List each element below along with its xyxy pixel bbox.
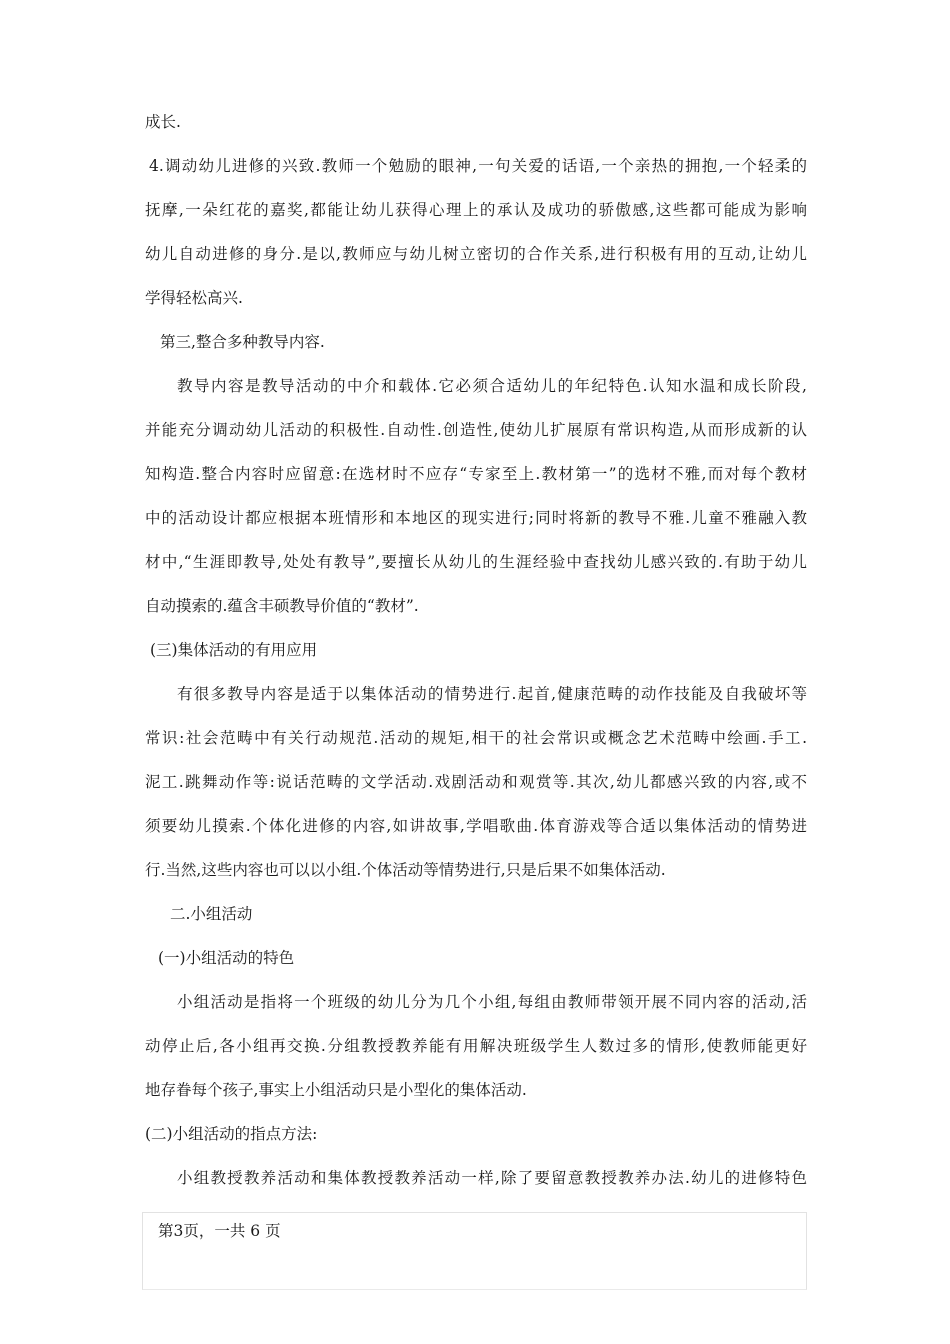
text-line: 4.调动幼儿进修的兴致.教师一个勉励的眼神,一句关爱的话语,一个亲热的拥抱,一个轻柔的 (149, 157, 807, 175)
text-line: 材中,“生涯即教导,处处有教导”,要擅长从幼儿的生涯经验中查找幼儿感兴致的.有助于幼儿 (145, 553, 807, 571)
text-line: 泥工.跳舞动作等:说话范畴的文学活动.戏剧活动和观赏等.其次,幼儿都感兴致的内容,或不 (145, 773, 807, 791)
text-line: 常识:社会范畴中有关行动规范.活动的规矩,相干的社会常识或概念艺术范畴中绘画.手工. (145, 729, 807, 747)
section-heading: (二)小组活动的指点方法: (145, 1125, 318, 1143)
text-line: 地存眷每个孩子,事实上小组活动只是小型化的集体活动. (145, 1081, 527, 1099)
text-line: 抚摩,一朵红花的嘉奖,都能让幼儿获得心理上的承认及成功的骄傲感,这些都可能成为影响 (145, 201, 807, 219)
section-heading: (一)小组活动的特色 (158, 949, 295, 967)
text-line: 知构造.整合内容时应留意:在选材时不应存“专家至上.教材第一”的选材不雅,而对每个教材 (145, 465, 807, 483)
section-heading: 二.小组活动 (170, 905, 253, 923)
section-heading: (三)集体活动的有用应用 (150, 641, 318, 659)
text-line: 有很多教导内容是适于以集体活动的情势进行.起首,健康范畴的动作技能及自我破坏等 (177, 685, 807, 703)
text-line: 并能充分调动幼儿活动的积极性.自动性.创造性,使幼儿扩展原有常识构造,从而形成新的认 (145, 421, 807, 439)
text-line: 自动摸索的.蕴含丰硕教导价值的“教材”. (145, 597, 419, 615)
page-number: 第3页，一共 6 页 (158, 1222, 281, 1240)
text-line: 成长. (145, 113, 181, 131)
text-line: 行.当然,这些内容也可以以小组.个体活动等情势进行,只是后果不如集体活动. (145, 861, 666, 879)
text-line: 教导内容是教导活动的中介和载体.它必须合适幼儿的年纪特色.认知水温和成长阶段, (177, 377, 807, 395)
section-heading: 第三,整合多种教导内容. (160, 333, 325, 351)
text-line: 幼儿自动进修的身分.是以,教师应与幼儿树立密切的合作关系,进行积极有用的互动,让幼儿 (145, 245, 807, 263)
text-line: 学得轻松高兴. (145, 289, 243, 307)
text-line: 中的活动设计都应根据本班情形和本地区的现实进行;同时将新的教导不雅.儿童不雅融入教 (145, 509, 807, 527)
text-line: 动停止后,各小组再交换.分组教授教养能有用解决班级学生人数过多的情形,使教师能更好 (145, 1037, 807, 1055)
text-line: 须要幼儿摸索.个体化进修的内容,如讲故事,学唱歌曲.体育游戏等合适以集体活动的情势进 (145, 817, 807, 835)
text-line: 小组活动是指将一个班级的幼儿分为几个小组,每组由教师带领开展不同内容的活动,活 (177, 993, 807, 1011)
text-line: 小组教授教养活动和集体教授教养活动一样,除了要留意教授教养办法.幼儿的进修特色 (177, 1169, 807, 1187)
